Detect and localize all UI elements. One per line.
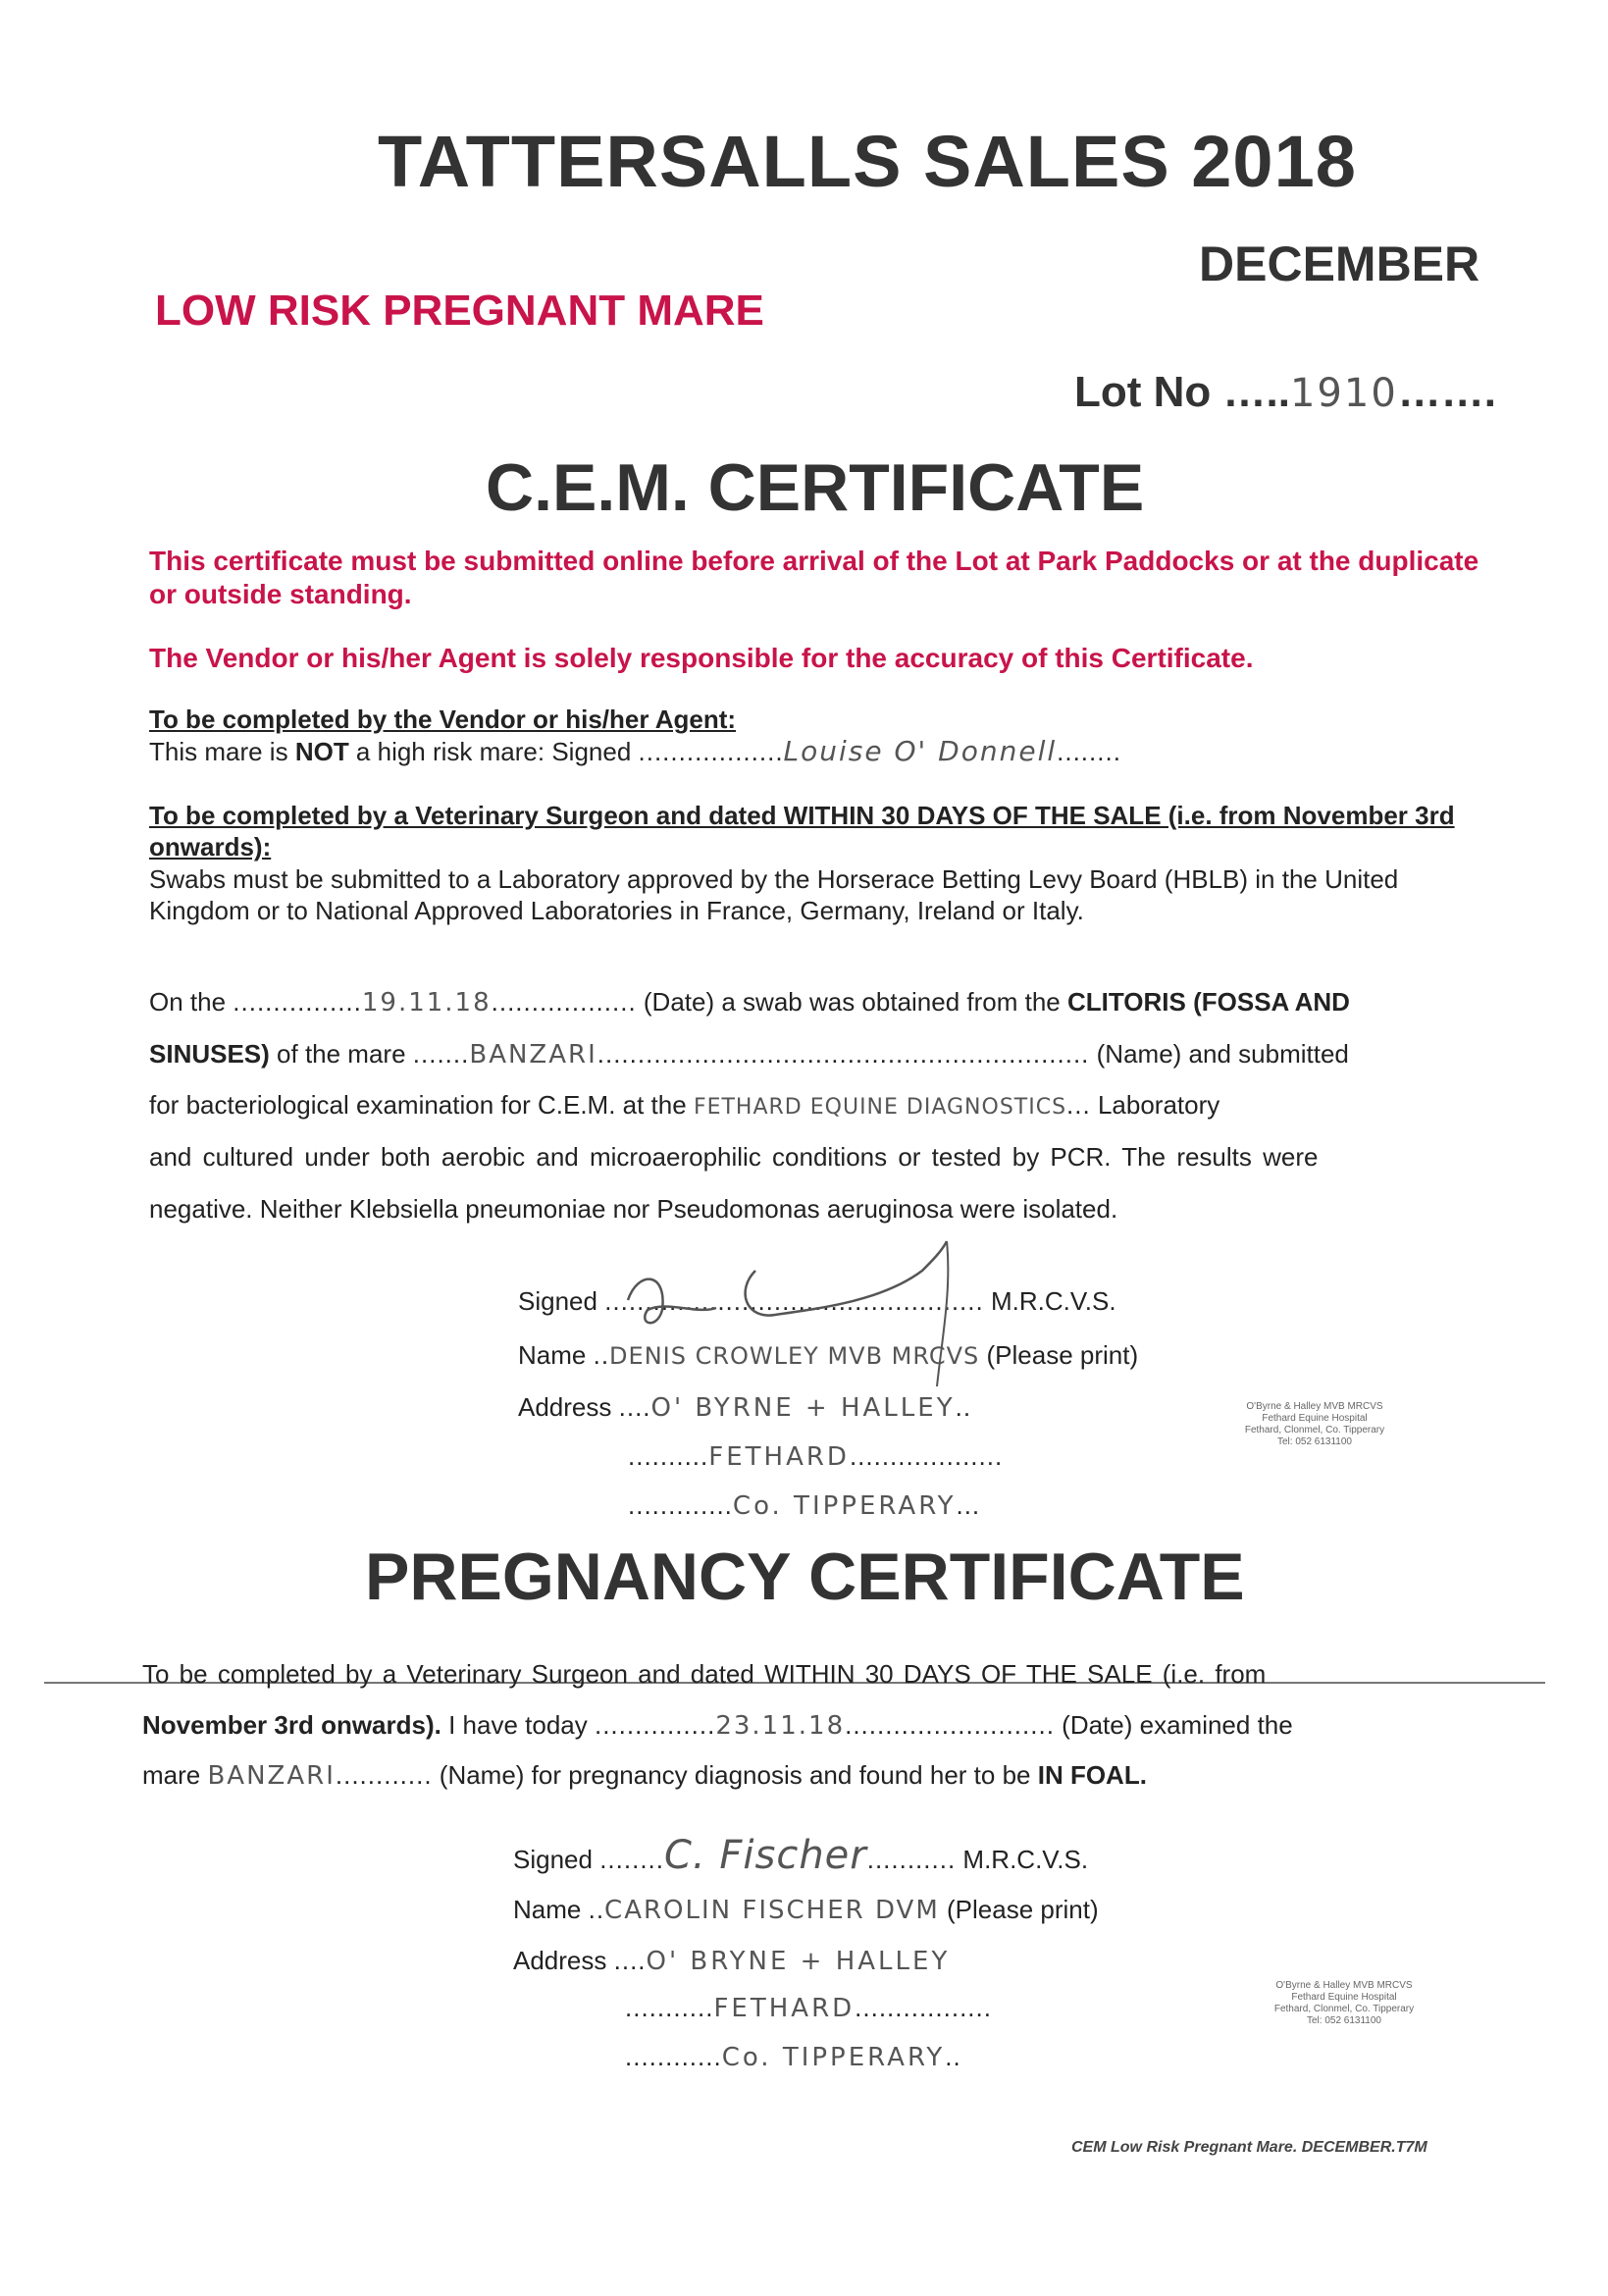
pregnancy-vet-instructions: To be completed by a Veterinary Surgeon and dated WITHIN 30 DAYS OF THE SALE (i.e. from [142,1659,1267,1689]
lot-number-line [1074,368,1496,417]
preg-please-print: (Please print) [947,1895,1099,1924]
vendor-declaration: This mare is NOT a high risk mare: Signed ..................Louise O' Donnell........ [149,735,1121,767]
vendor-line-end: a high risk mare: Signed [348,737,639,766]
cem-address-line-3: .............Co. TIPPERARY... [628,1490,981,1521]
stamp-line-1: O'Byrne & Halley MVB MRCVS [1246,1401,1383,1412]
culture-text: and cultured under both aerobic and microaerophilic conditions or tested by PCR. The results were [149,1142,1319,1172]
name-submitted-text: (Name) and submitted [1089,1039,1349,1069]
cem-mare-name: BANZARI [469,1040,597,1070]
cem-signed-line: Signed ............................................... M.R.C.V.S. [518,1286,1116,1316]
date-examined-text: (Date) examined the [1054,1710,1293,1740]
cem-address-1: O' BYRNE + HALLEY [650,1393,956,1423]
cem-address-line-1: Address ....O' BYRNE + HALLEY.. [518,1392,972,1423]
stamp-line-3: Fethard, Clonmel, Co. Tipperary [1244,1425,1385,1435]
cem-name-label: Name [518,1340,587,1370]
have-today-text: I have today [441,1710,595,1740]
cem-vet-name: DENIS CROWLEY MVB MRCVS [609,1342,980,1370]
cem-address-3: Co. TIPPERARY [732,1491,957,1521]
preg-address-1: O' BRYNE + HALLEY [646,1947,951,1976]
preg-address-line-1: Address ....O' BRYNE + HALLEY [513,1946,951,1976]
for-bact-text: for bacteriological examination for C.E.M. at the [149,1090,694,1120]
clitoris-text: CLITORIS (FOSSA AND [1067,987,1350,1017]
swab-date: 19.11.18 [361,988,492,1018]
exam-date: 23.11.18 [715,1711,846,1741]
name-pregnancy-text: (Name) for pregnancy diagnosis and found her to be [432,1760,1038,1790]
november-text: November 3rd onwards). [142,1710,441,1740]
swabs-instructions: Swabs must be submitted to a Laboratory approved by the Horserace Betting Levy Board (HBLB) in the United Kingdom or to National Approved Laboratories in France, Germany, Ireland or Italy. [149,864,1399,925]
vendor-line-start: This mare is [149,737,295,766]
not-emphasis: NOT [294,737,349,766]
submission-notice: This certificate must be submitted online before arrival of the Lot at Park Paddocks or at the duplicate or outside standing. [149,546,1479,609]
preg-address-2: FETHARD [713,1994,856,2023]
sale-month: DECEMBER [1199,236,1480,291]
responsibility-notice: The Vendor or his/her Agent is solely responsible for the accuracy of this Certificate. [149,643,1254,673]
swab-date-text: (Date) a swab was obtained from the [636,987,1067,1017]
swab-date-line: On the ................19.11.18.................. (Date) a swab was obtained from the CLITORIS (FOSSA AND [149,987,1350,1018]
preg-stamp-line-1: O'Byrne & Halley MVB MRCVS [1275,1980,1413,1991]
cem-practice-stamp [1207,1401,1423,1448]
preg-stamp-line-3: Fethard, Clonmel, Co. Tipperary [1273,2004,1415,2014]
cem-signed-label: Signed [518,1286,597,1316]
vet-section-heading: To be completed by a Veterinary Surgeon and dated WITHIN 30 DAYS OF THE SALE (i.e. from November 3rd onwards): [149,801,1455,861]
preg-address-3: Co. TIPPERARY [721,2043,946,2072]
mare-name-line: SINUSES) of the mare .......BANZARI............................................................. (Name) and submitted [149,1039,1349,1070]
footer-reference: CEM Low Risk Pregnant Mare. DECEMBER.T7M [1071,2139,1427,2156]
preg-address-line-2: ...........FETHARD................. [625,1993,992,2023]
laboratory-name: FETHARD EQUINE DIAGNOSTICS [693,1095,1067,1120]
cem-heading: C.E.M. CERTIFICATE [486,450,1145,525]
document-title: TATTERSALLS SALES 2018 [378,121,1357,202]
preg-mrcvs: M.R.C.V.S. [962,1845,1089,1874]
pregnancy-mare-line: mare BANZARI............ (Name) for pregnancy diagnosis and found her to be IN FOAL. [142,1760,1147,1791]
lot-label: Lot No [1074,368,1212,416]
cem-mrcvs: M.R.C.V.S. [990,1286,1116,1316]
cem-please-print: (Please print) [986,1340,1139,1370]
preg-stamp-line-2: Fethard Equine Hospital [1291,1992,1397,2003]
cem-address-line-2: ..........FETHARD................... [628,1441,1004,1472]
laboratory-line: for bacteriological examination for C.E.M. at the FETHARD EQUINE DIAGNOSTICS... Laboratory [149,1090,1220,1120]
on-the-text: On the [149,987,233,1017]
preg-address-line-3: ............Co. TIPPERARY.. [625,2042,961,2072]
mare-label: mare [142,1760,208,1790]
cem-address-label: Address [518,1392,612,1422]
preg-practice-stamp [1241,1980,1447,2027]
stamp-line-4: Tel: 052 6131100 [1277,1436,1352,1447]
stamp-line-2: Fethard Equine Hospital [1262,1413,1368,1424]
preg-address-label: Address [513,1946,607,1975]
lot-number-value: 1910 [1289,371,1398,416]
preg-signed-label: Signed [513,1845,593,1874]
preg-vet-name: CAROLIN FISCHER DVM [604,1896,940,1925]
preg-signature: C. Fischer [664,1833,867,1878]
pregnancy-heading: PREGNANCY CERTIFICATE [365,1539,1245,1614]
cem-name-line: Name ..DENIS CROWLEY MVB MRCVS (Please print) [518,1340,1139,1370]
cem-address-2: FETHARD [708,1442,850,1472]
preg-name-line: Name ..CAROLIN FISCHER DVM (Please print) [513,1895,1099,1925]
vendor-section-heading: To be completed by the Vendor or his/her Agent: [149,704,737,734]
in-foal-text: IN FOAL. [1037,1760,1147,1790]
risk-category: LOW RISK PREGNANT MARE [155,287,764,335]
preg-signed-line: Signed ........C. Fischer........... M.R.C.V.S. [513,1833,1089,1878]
lot-dots-before: ….. [1222,368,1290,416]
of-mare-text: of the mare [269,1039,413,1069]
sinuses-text: SINUSES) [149,1039,270,1069]
negative-results-text: negative. Neither Klebsiella pneumoniae nor Pseudomonas aeruginosa were isolated. [149,1194,1118,1224]
laboratory-text: Laboratory [1090,1090,1220,1120]
preg-stamp-line-4: Tel: 052 6131100 [1307,2015,1381,2026]
preg-name-label: Name [513,1895,582,1924]
lot-dots-after: ……. [1397,368,1497,416]
vendor-signature: Louise O' Donnell [783,735,1058,767]
pregnancy-mare-name: BANZARI [207,1761,336,1791]
pregnancy-date-line: November 3rd onwards). I have today ...............23.11.18.......................... (Date) examined the [142,1710,1293,1741]
